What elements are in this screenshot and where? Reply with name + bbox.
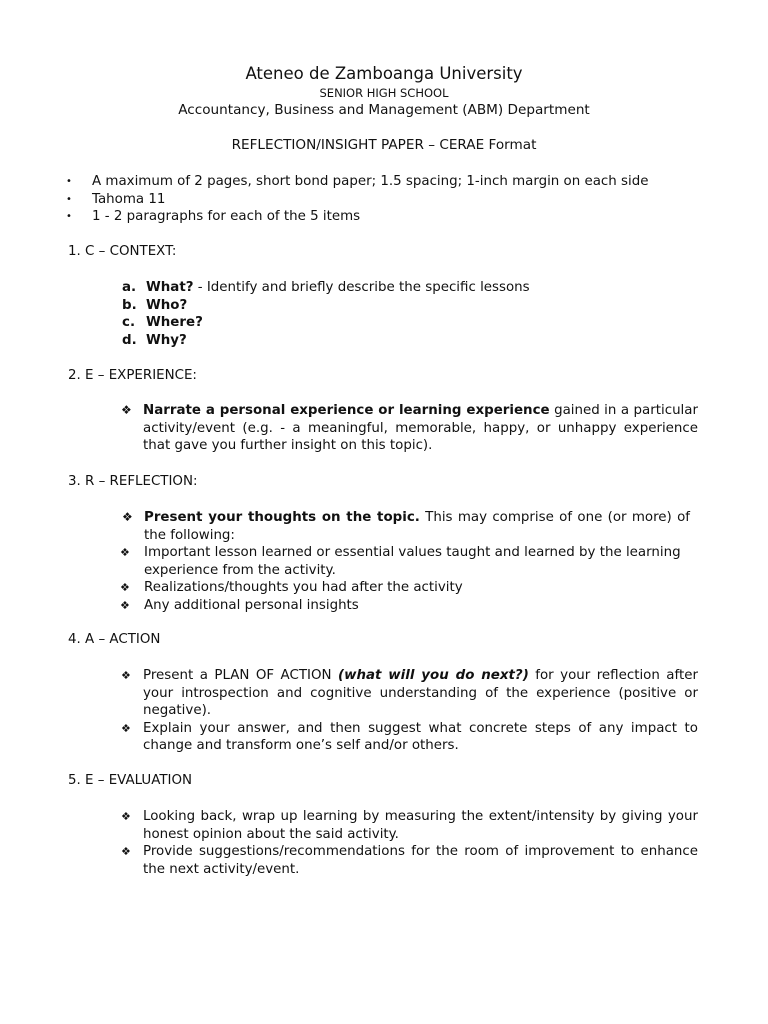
evaluation-body xyxy=(121,808,698,878)
list-item: • 1 - 2 paragraphs for each of the 5 items xyxy=(66,209,361,225)
context-items xyxy=(122,279,702,349)
list-item: • A maximum of 2 pages, short bond paper; 1.5 spacing; 1-inch margin on each side xyxy=(66,174,649,189)
list-item: ❖ Any additional personal insights xyxy=(120,597,359,613)
section-context-heading: 1. C – CONTEXT: xyxy=(68,244,177,259)
diamond-bullet-icon: ❖ xyxy=(120,598,130,612)
diamond-bullet-icon: ❖ xyxy=(121,845,131,859)
diamond-bullet-icon: ❖ xyxy=(122,510,133,524)
section-evaluation-heading: 5. E – EVALUATION xyxy=(68,773,193,788)
list-item: a. What? - Identify and briefly describe the specific lessons xyxy=(122,280,530,295)
university-name: Ateneo de Zamboanga University xyxy=(245,64,523,83)
list-item: ❖ Explain your answer, and then suggest what concrete steps of any impact to change and transform one’s self and/or others. xyxy=(121,720,698,754)
list-item: b. Who? xyxy=(122,297,188,313)
list-item: • Tahoma 11 xyxy=(66,191,166,207)
list-item: ❖ Realizations/thoughts you had after the activity xyxy=(120,580,463,596)
list-item: c. Where? xyxy=(122,315,203,331)
bullet-icon: • xyxy=(66,176,72,187)
action-body xyxy=(121,667,698,755)
list-item: ❖ Present your thoughts on the topic. This may comprise of one (or more) of the following: xyxy=(122,510,690,543)
section-action-heading: 4. A – ACTION xyxy=(68,632,161,647)
bullet-icon: • xyxy=(66,193,72,205)
bullet-icon: • xyxy=(66,211,72,223)
list-item: ❖ Narrate a personal experience or learning experience gained in a particular activity/event (e.g. - a meaningful, memorable, happy, or unhappy experience that gave you further insight on this topic). xyxy=(121,403,698,454)
diamond-bullet-icon: ❖ xyxy=(121,403,132,417)
section-experience-heading: 2. E – EXPERIENCE: xyxy=(68,368,197,383)
list-item: ❖ Looking back, wrap up learning by measuring the extent/intensity by giving your honest opinion about the said activity. xyxy=(121,809,698,842)
diamond-bullet-icon: ❖ xyxy=(120,581,130,595)
diamond-bullet-icon: ❖ xyxy=(121,721,131,735)
requirements-list xyxy=(0,173,720,226)
diamond-bullet-icon: ❖ xyxy=(121,669,131,682)
reflection-body xyxy=(122,509,690,615)
paper-title: REFLECTION/INSIGHT PAPER – CERAE Format xyxy=(231,137,537,153)
list-item: ❖ Present a PLAN OF ACTION (what will you do next?) for your reflection after your introspection and cognitive understanding of the experience (positive or negative). xyxy=(121,668,698,719)
list-item: ❖ Important lesson learned or essential values taught and learned by the learning experience from the activity. xyxy=(120,545,681,578)
experience-body xyxy=(121,402,698,455)
diamond-bullet-icon: ❖ xyxy=(121,810,131,823)
diamond-bullet-icon: ❖ xyxy=(120,546,130,560)
school-name: SENIOR HIGH SCHOOL xyxy=(319,86,449,100)
department-name: Accountancy, Business and Management (ABM) Department xyxy=(178,102,590,118)
section-reflection-heading: 3. R – REFLECTION: xyxy=(68,474,198,489)
list-item: d. Why? xyxy=(122,332,187,348)
list-item: ❖ Provide suggestions/recommendations for the room of improvement to enhance the next activity/event. xyxy=(121,844,698,877)
